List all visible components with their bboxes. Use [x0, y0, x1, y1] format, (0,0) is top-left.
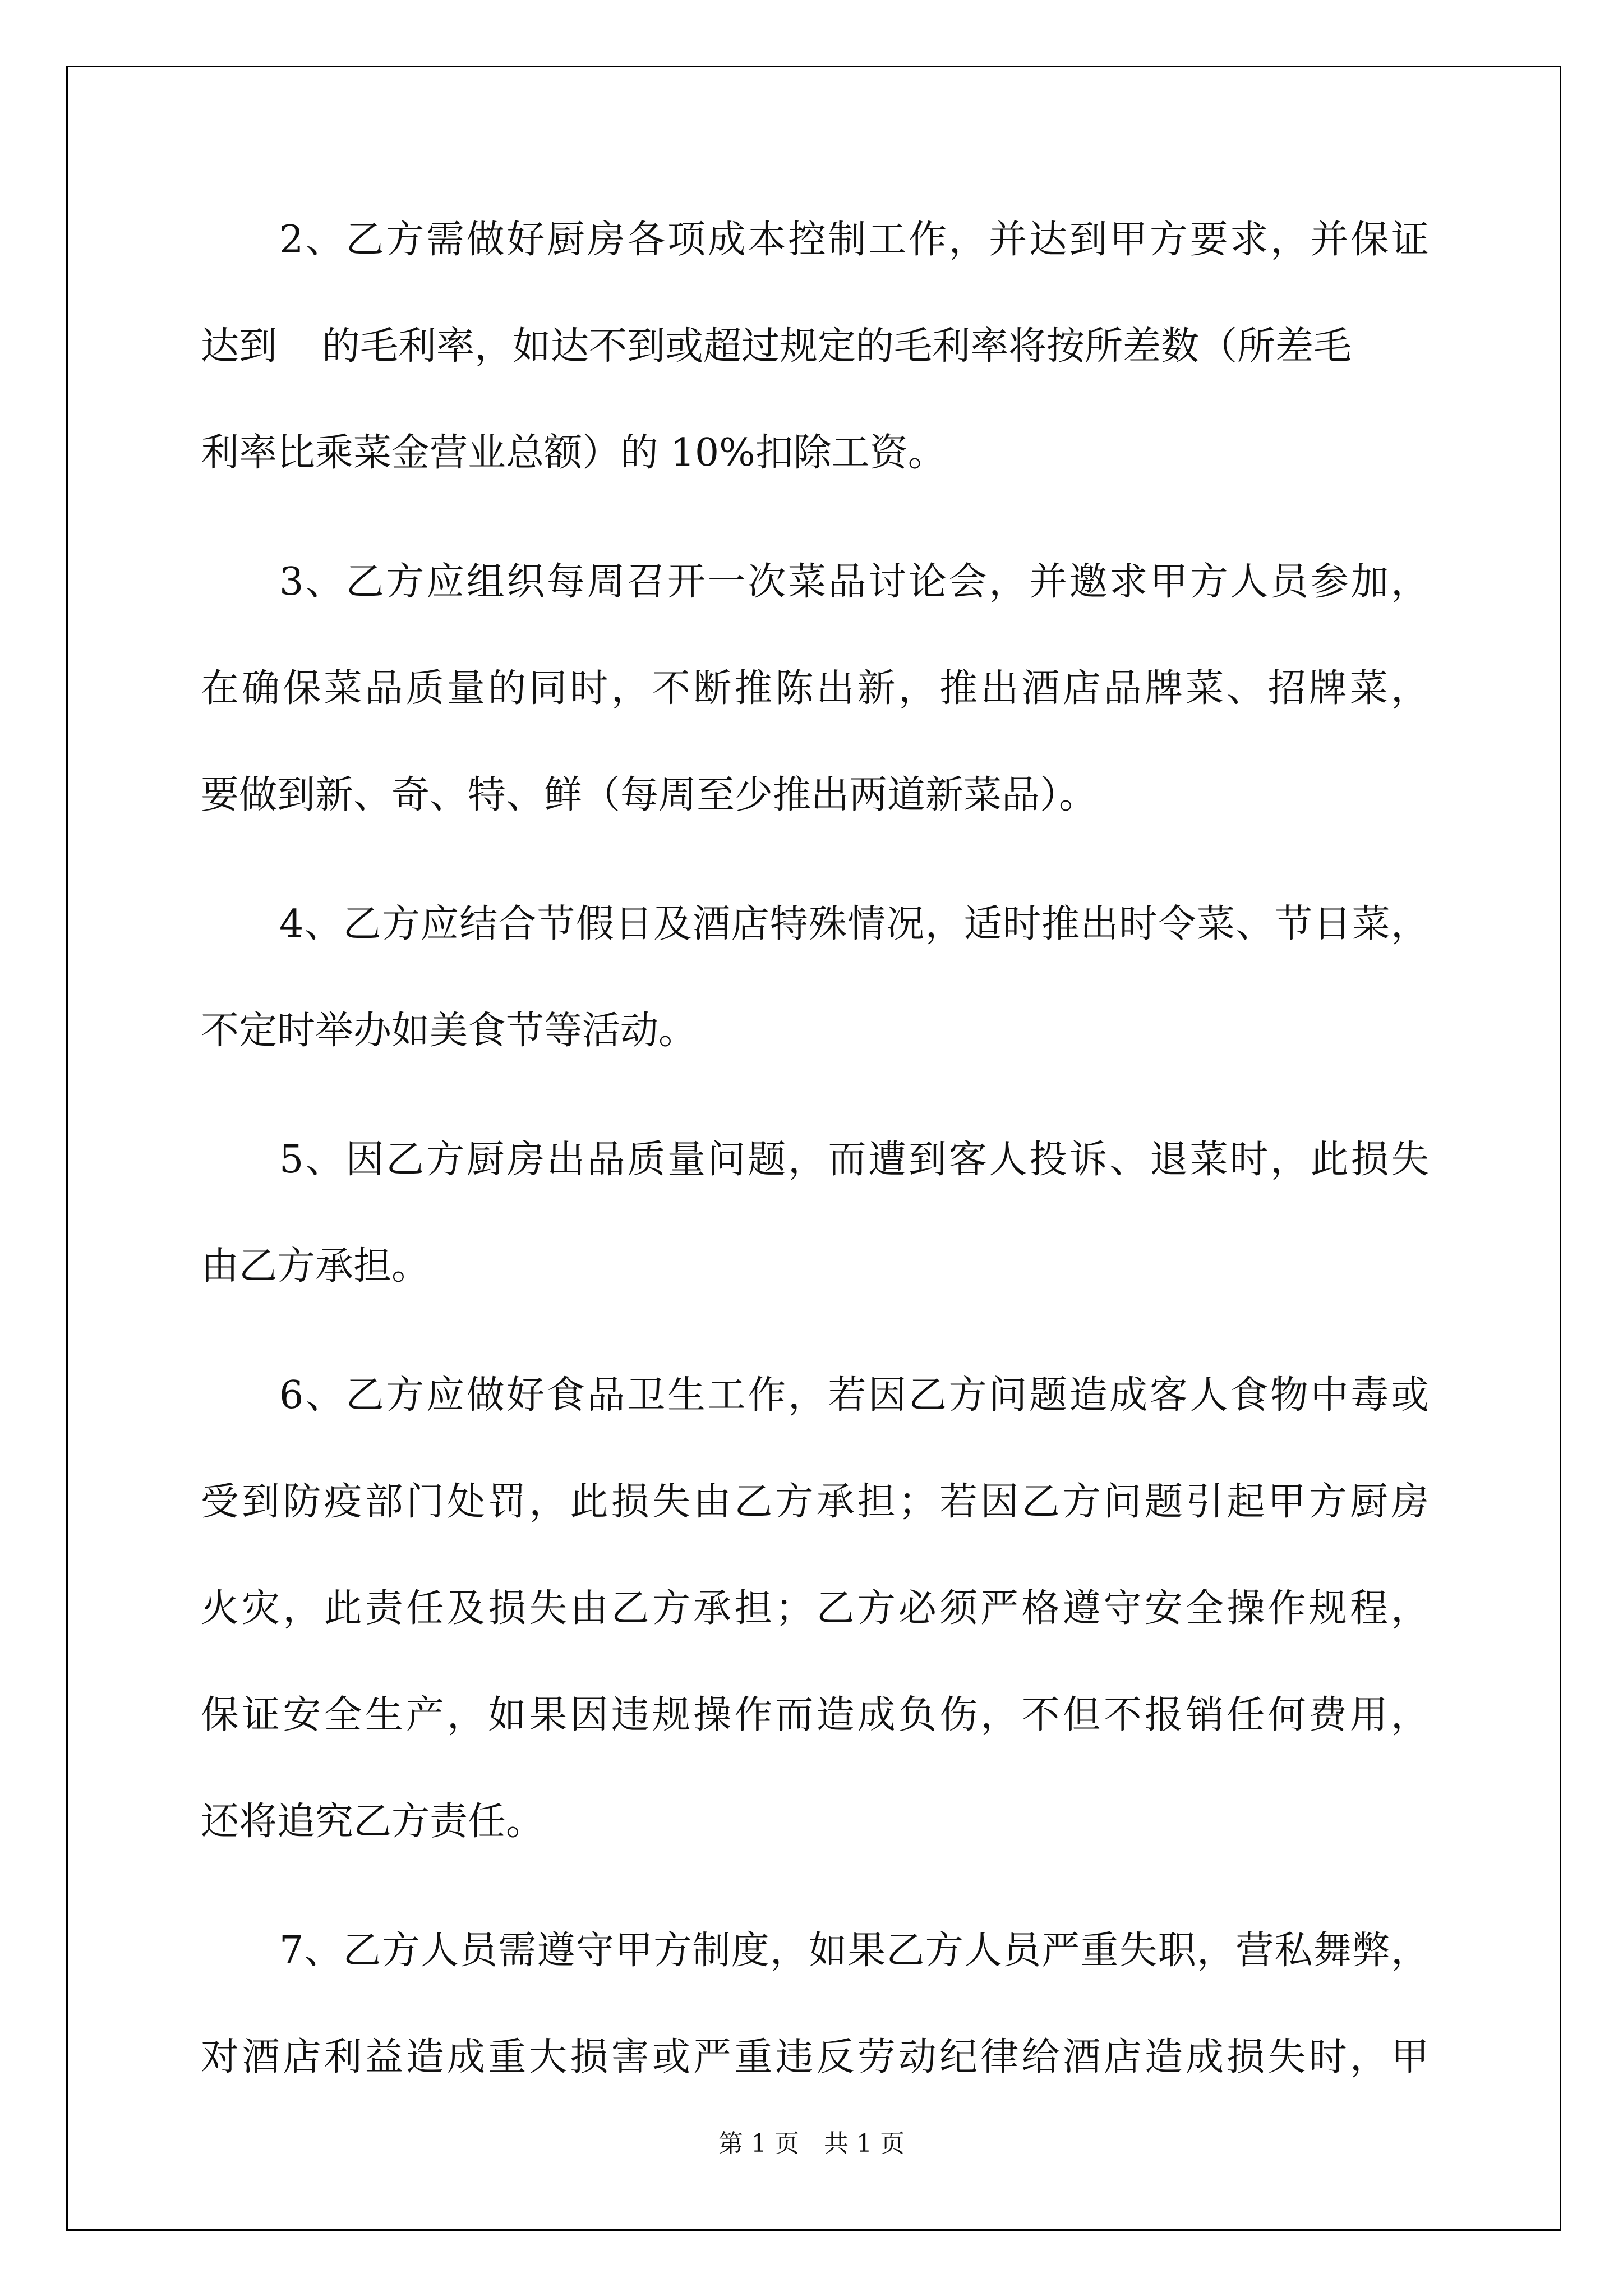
paragraph-7-line-1: 7、乙方人员需遵守甲方制度，如果乙方人员严重失职，营私舞弊，	[279, 1929, 1429, 1973]
paragraph-2-line-2-text: 的毛利率，如达不到或超过规定的毛利率将按所差数（所差毛	[322, 324, 1352, 369]
paragraph-5-line-1: 5、因乙方厨房出品质量问题，而遭到客人投诉、退菜时，此损失	[279, 1138, 1429, 1182]
paragraph-2-line-3: 利率比乘菜金营业总额）的 10%扣除工资。	[201, 431, 946, 475]
paragraph-7-line-2: 对酒店利益造成重大损害或严重违反劳动纪律给酒店造成损失时，甲	[201, 2035, 1429, 2079]
paragraph-4-line-2: 不定时举办如美食节等活动。	[201, 1009, 697, 1053]
paragraph-3-line-3: 要做到新、奇、特、鲜（每周至少推出两道新菜品）。	[201, 773, 1098, 817]
paragraph-6-line-2: 受到防疫部门处罚，此损失由乙方承担；若因乙方问题引起甲方厨房	[201, 1480, 1429, 1524]
paragraph-2-line-1: 2、乙方需做好厨房各项成本控制工作，并达到甲方要求，并保证	[279, 218, 1429, 262]
page-footer: 第 1 页 共 1 页	[718, 2129, 905, 2158]
paragraph-6-line-3: 火灾，此责任及损失由乙方承担；乙方必须严格遵守安全操作规程，	[201, 1586, 1429, 1631]
paragraph-4-line-1: 4、乙方应结合节假日及酒店特殊情况，适时推出时令菜、节日菜，	[279, 902, 1429, 946]
paragraph-2-line-2	[201, 320, 1352, 374]
paragraph-6-line-1: 6、乙方应做好食品卫生工作，若因乙方问题造成客人食物中毒或	[279, 1373, 1429, 1418]
paragraph-3-line-1: 3、乙方应组织每周召开一次菜品讨论会，并邀求甲方人员参加，	[279, 560, 1429, 604]
paragraph-3-line-2: 在确保菜品质量的同时，不断推陈出新，推出酒店品牌菜、招牌菜，	[201, 666, 1429, 711]
paragraph-6-line-4: 保证安全生产，如果因违规操作而造成负伤，不但不报销任何费用，	[201, 1693, 1429, 1737]
paragraph-5-line-2: 由乙方承担。	[201, 1244, 430, 1289]
paragraph-6-line-5: 还将追究乙方责任。	[201, 1800, 545, 1844]
paragraph-2-line-2-prefix: 达到	[201, 324, 278, 369]
